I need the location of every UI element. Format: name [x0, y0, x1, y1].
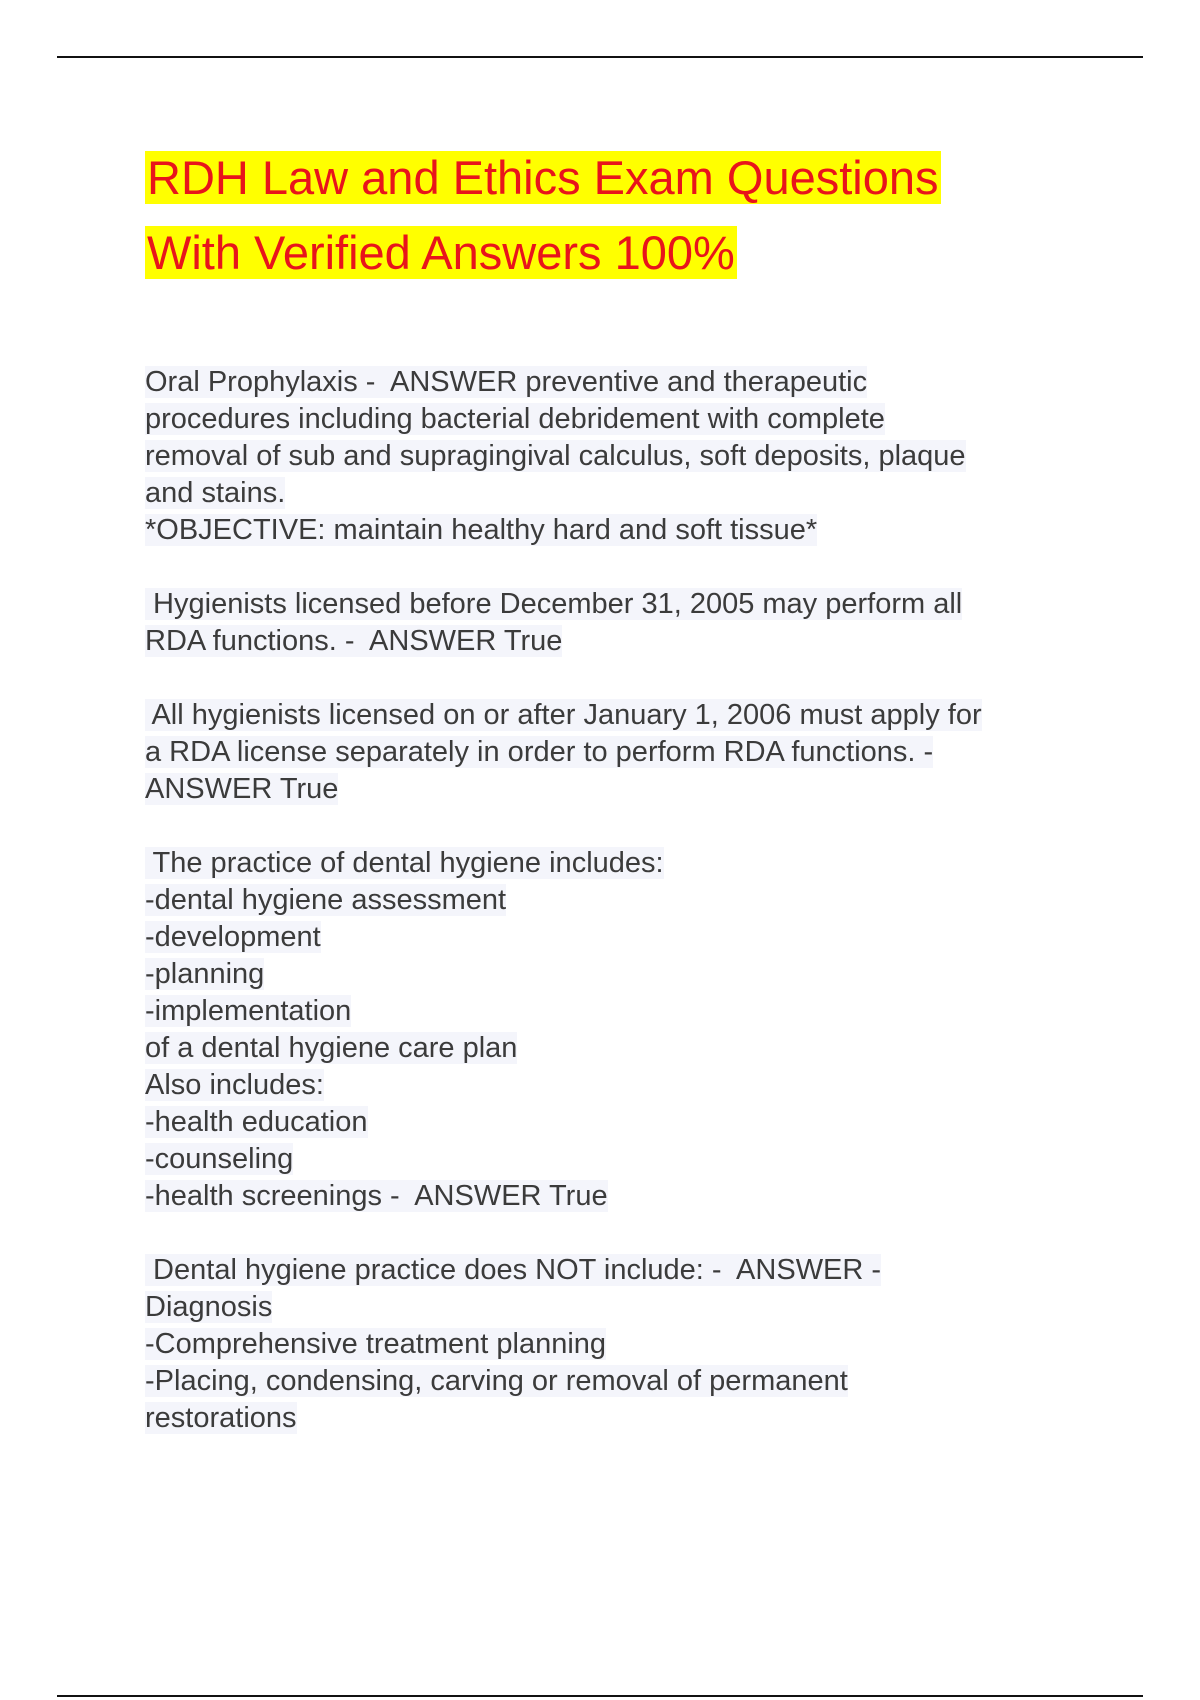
qa-block-licensed-after-2006: [145, 697, 1105, 808]
title-line-text: With Verified Answers 100%: [147, 226, 735, 279]
text-line: All hygienists licensed on or after January 1, 2006 must apply for: [145, 699, 982, 731]
text-line: -development: [145, 921, 321, 953]
title-line: [145, 140, 1105, 215]
text-line: removal of sub and supragingival calculus, soft deposits, plaque: [145, 440, 966, 472]
qa-block-oral-prophylaxis: [145, 364, 1105, 549]
footer-rule: [57, 1695, 1143, 1697]
text-line: -counseling: [145, 1143, 294, 1175]
text-line: Also includes:: [145, 1069, 324, 1101]
title-line-text: RDH Law and Ethics Exam Questions: [147, 151, 939, 204]
text-line: ANSWER True: [145, 773, 339, 805]
text-line: Oral Prophylaxis - ANSWER preventive and therapeutic: [145, 366, 868, 398]
text-line: and stains.: [145, 477, 286, 509]
text-line: Dental hygiene practice does NOT include: - ANSWER -: [145, 1254, 882, 1286]
document-title: [145, 140, 1105, 290]
text-line: procedures including bacterial debridement with complete: [145, 403, 885, 435]
text-line: -Placing, condensing, carving or removal of permanent: [145, 1365, 848, 1397]
text-line: restorations: [145, 1402, 297, 1434]
text-line: of a dental hygiene care plan: [145, 1032, 518, 1064]
qa-block-practice-excludes: [145, 1252, 1105, 1437]
text-line: RDA functions. - ANSWER True: [145, 625, 563, 657]
text-line: -dental hygiene assessment: [145, 884, 507, 916]
text-line: -health screenings - ANSWER True: [145, 1180, 608, 1212]
text-line: -Comprehensive treatment planning: [145, 1328, 607, 1360]
text-line: a RDA license separately in order to perform RDA functions. -: [145, 736, 934, 768]
qa-block-licensed-before-2005: [145, 586, 1105, 660]
text-line: -health education: [145, 1106, 368, 1138]
text-line: The practice of dental hygiene includes:: [145, 847, 664, 879]
text-line: -planning: [145, 958, 265, 990]
qa-block-practice-includes: [145, 845, 1105, 1215]
text-line: Diagnosis: [145, 1291, 273, 1323]
header-rule: [57, 56, 1143, 58]
document-body: [145, 364, 1105, 1474]
text-line: -implementation: [145, 995, 352, 1027]
text-line: *OBJECTIVE: maintain healthy hard and soft tissue*: [145, 514, 818, 546]
title-line: [145, 215, 1105, 290]
text-line: Hygienists licensed before December 31, 2005 may perform all: [145, 588, 963, 620]
